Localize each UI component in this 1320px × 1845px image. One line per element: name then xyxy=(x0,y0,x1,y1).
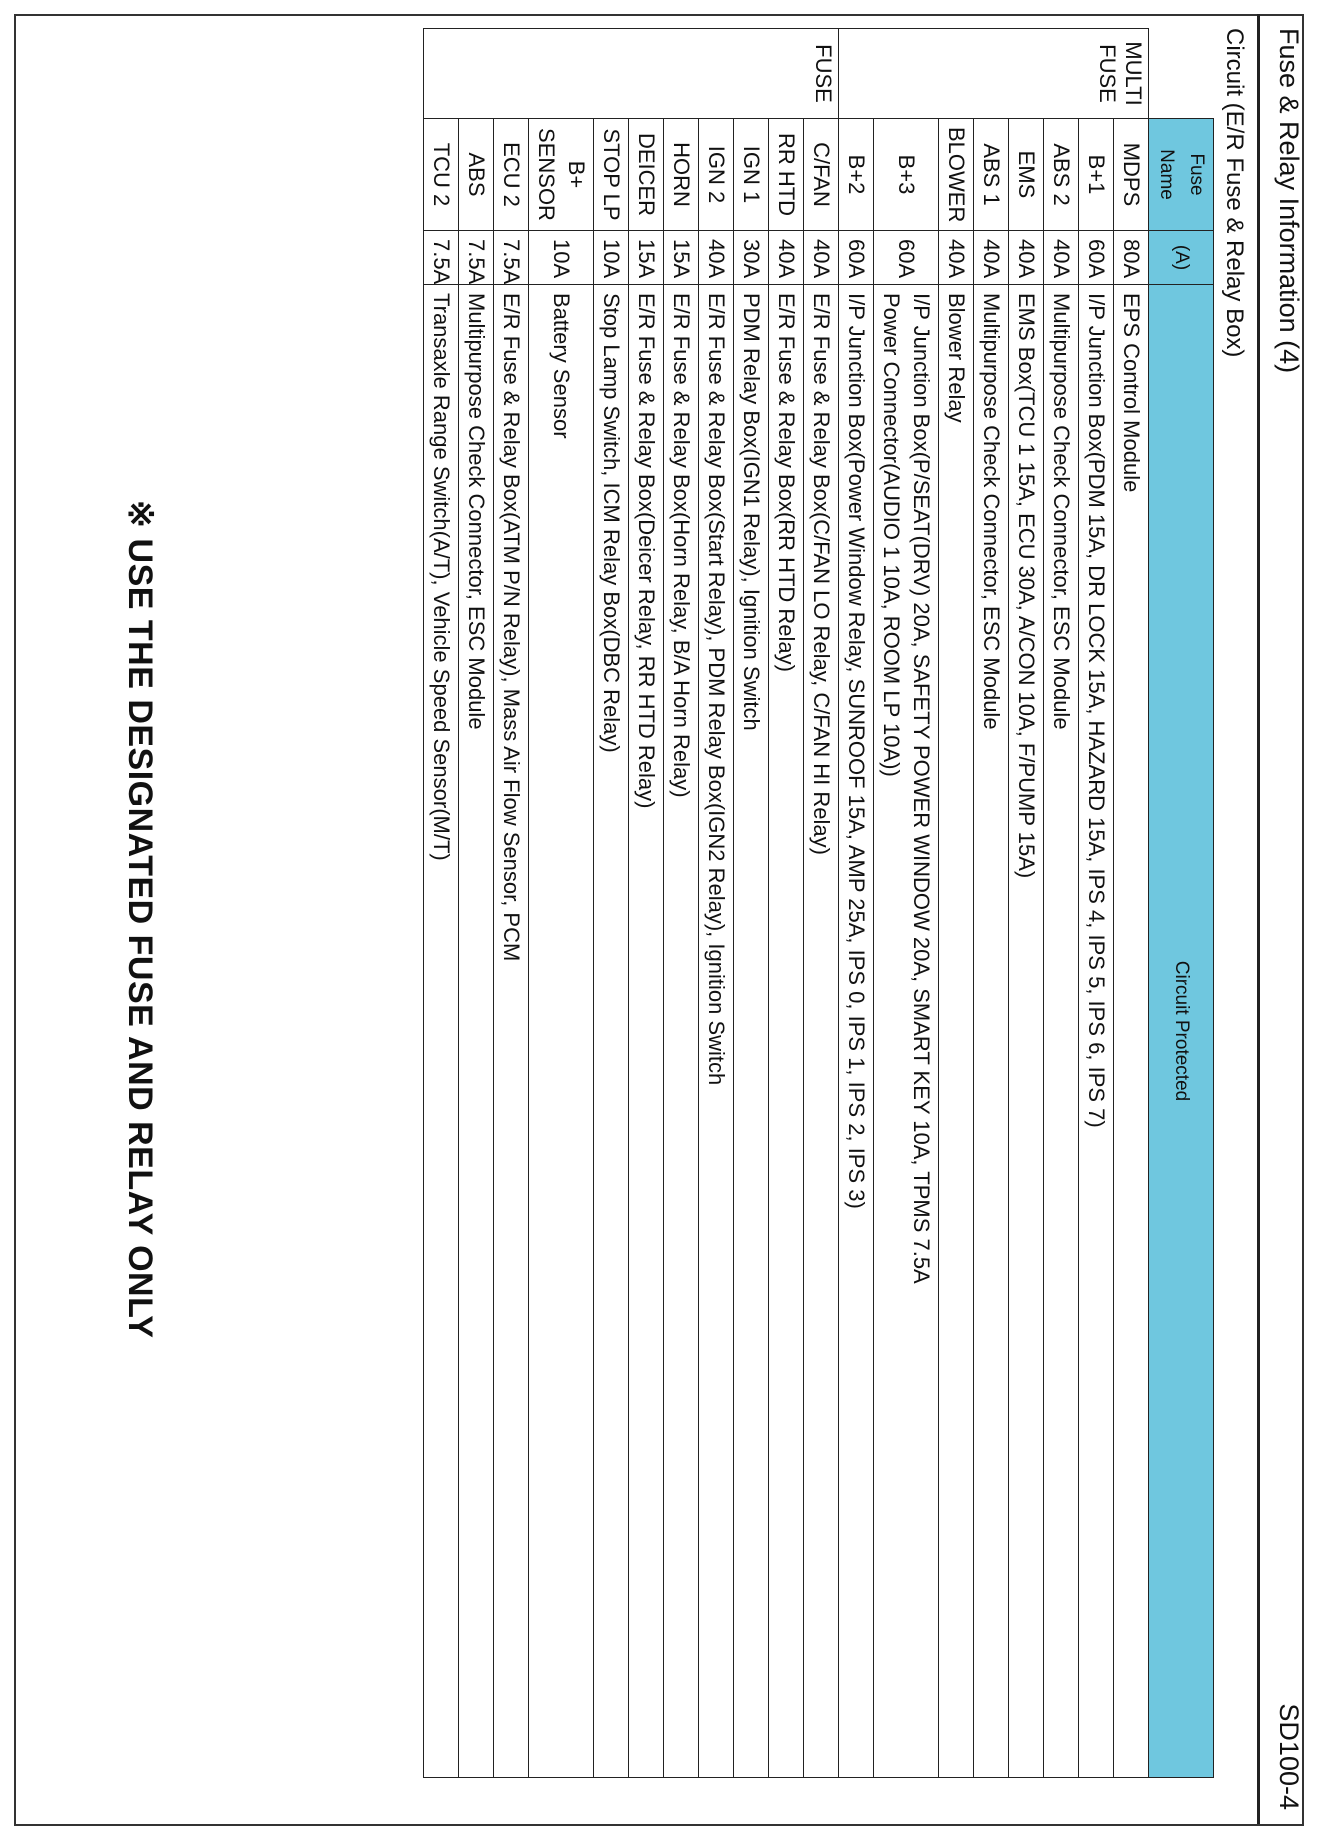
fuse-amperage-cell: 40A xyxy=(804,231,839,285)
fuse-name-cell: DEICER xyxy=(629,119,664,231)
table-row xyxy=(804,29,839,1778)
table-header-row xyxy=(1149,29,1214,1778)
table-row xyxy=(1044,29,1079,1778)
header-fuse-name: Fuse Name xyxy=(1149,119,1214,231)
fuse-amperage-cell: 40A xyxy=(769,231,804,285)
circuit-line: E/R Fuse & Relay Box(Deicer Relay, RR HTD Relay) xyxy=(634,293,659,809)
title-divider xyxy=(1257,14,1260,1824)
fuse-amperage-cell: 40A xyxy=(974,231,1009,285)
fuse-amperage-cell: 60A xyxy=(874,231,939,285)
table-row xyxy=(974,29,1009,1778)
table-row xyxy=(1079,29,1114,1778)
table-row xyxy=(1114,29,1149,1778)
fuse-amperage-cell: 40A xyxy=(1009,231,1044,285)
circuit-protected-cell xyxy=(459,285,494,1778)
table-row xyxy=(629,29,664,1778)
header-circuit-protected: Circuit Protected xyxy=(1149,285,1214,1778)
circuit-protected-cell xyxy=(804,285,839,1778)
fuse-name-cell: BLOWER xyxy=(939,119,974,231)
circuit-line: Multipurpose Check Connector, ESC Module xyxy=(1049,293,1074,730)
warning-note: ※ USE THE DESIGNATED FUSE AND RELAY ONLY xyxy=(121,499,159,1339)
fuse-name-cell: TCU 2 xyxy=(424,119,459,231)
fuse-table-body xyxy=(424,29,1149,1778)
circuit-protected-cell xyxy=(1114,285,1149,1778)
circuit-protected-cell xyxy=(494,285,529,1778)
fuse-amperage-cell: 40A xyxy=(699,231,734,285)
circuit-protected-cell xyxy=(594,285,629,1778)
circuit-line: E/R Fuse & Relay Box(Horn Relay, B/A Horn Relay) xyxy=(669,293,694,798)
circuit-protected-cell xyxy=(1044,285,1079,1778)
table-row xyxy=(769,29,804,1778)
circuit-protected-cell xyxy=(1009,285,1044,1778)
fuse-amperage-cell: 40A xyxy=(1044,231,1079,285)
circuit-line: Stop Lamp Switch, ICM Relay Box(DBC Relay) xyxy=(599,293,624,753)
circuit-protected-cell xyxy=(839,285,874,1778)
fuse-amperage-cell: 10A xyxy=(594,231,629,285)
circuit-line: E/R Fuse & Relay Box(ATM P/N Relay), Mass Air Flow Sensor, PCM xyxy=(499,293,524,962)
fuse-name-cell: B+1 xyxy=(1079,119,1114,231)
fuse-table xyxy=(423,28,1214,1778)
fuse-amperage-cell: 7.5A xyxy=(424,231,459,285)
fuse-amperage-cell: 40A xyxy=(939,231,974,285)
fuse-amperage-cell: 15A xyxy=(664,231,699,285)
fuse-name-cell: B+ SENSOR xyxy=(529,119,594,231)
fuse-name-cell: STOP LP xyxy=(594,119,629,231)
table-row xyxy=(874,29,939,1778)
circuit-line: PDM Relay Box(IGN1 Relay), Ignition Switch xyxy=(739,293,764,731)
fuse-name-cell: ABS xyxy=(459,119,494,231)
fuse-name-cell: ABS 2 xyxy=(1044,119,1079,231)
table-row xyxy=(459,29,494,1778)
circuit-line: E/R Fuse & Relay Box(RR HTD Relay) xyxy=(774,293,799,672)
fuse-amperage-cell: 80A xyxy=(1114,231,1149,285)
circuit-protected-cell xyxy=(939,285,974,1778)
fuse-name-cell: B+3 xyxy=(874,119,939,231)
fuse-amperage-cell: 7.5A xyxy=(494,231,529,285)
fuse-name-cell: MDPS xyxy=(1114,119,1149,231)
fuse-amperage-cell: 30A xyxy=(734,231,769,285)
rotated-page xyxy=(14,14,1310,1824)
fuse-amperage-cell: 15A xyxy=(629,231,664,285)
circuit-protected-cell xyxy=(874,285,939,1778)
table-row xyxy=(594,29,629,1778)
circuit-protected-cell xyxy=(424,285,459,1778)
document-title: Fuse & Relay Information (4) xyxy=(1274,28,1304,374)
fuse-name-cell: B+2 xyxy=(839,119,874,231)
fuse-name-cell: IGN 2 xyxy=(699,119,734,231)
fuse-category: FUSE xyxy=(424,29,839,119)
fuse-amperage-cell: 7.5A xyxy=(459,231,494,285)
circuit-protected-cell xyxy=(734,285,769,1778)
table-row xyxy=(1009,29,1044,1778)
fuse-name-cell: ECU 2 xyxy=(494,119,529,231)
table-row xyxy=(734,29,769,1778)
circuit-line: E/R Fuse & Relay Box(C/FAN LO Relay, C/FAN HI Relay) xyxy=(809,293,834,855)
circuit-line: Power Connector(AUDIO 1 10A, ROOM LP 10A)) xyxy=(879,293,904,777)
circuit-protected-cell xyxy=(1079,285,1114,1778)
fuse-name-cell: ABS 1 xyxy=(974,119,1009,231)
table-row xyxy=(529,29,594,1778)
fuse-amperage-cell: 60A xyxy=(1079,231,1114,285)
circuit-line: I/P Junction Box(P/SEAT(DRV) 20A, SAFETY POWER WINDOW 20A, SMART KEY 10A, TPMS 7.5A xyxy=(909,293,934,1284)
document-code: SD100-4 xyxy=(1274,1703,1304,1810)
header-amperage: (A) xyxy=(1149,231,1214,285)
circuit-protected-cell xyxy=(664,285,699,1778)
circuit-line: Battery Sensor xyxy=(549,293,574,439)
circuit-line: Multipurpose Check Connector, ESC Module xyxy=(464,293,489,730)
circuit-line: E/R Fuse & Relay Box(Start Relay), PDM Relay Box(IGN2 Relay), Ignition Switch xyxy=(704,293,729,1086)
table-row xyxy=(939,29,974,1778)
header-category xyxy=(1149,29,1214,119)
fuse-category: MULTI FUSE xyxy=(839,29,1149,119)
fuse-name-cell: EMS xyxy=(1009,119,1044,231)
circuit-line: Multipurpose Check Connector, ESC Module xyxy=(979,293,1004,730)
circuit-protected-cell xyxy=(769,285,804,1778)
circuit-line: I/P Junction Box(PDM 15A, DR LOCK 15A, HAZARD 15A, IPS 4, IPS 5, IPS 6, IPS 7) xyxy=(1084,293,1109,1128)
table-row xyxy=(664,29,699,1778)
section-label: Circuit (E/R Fuse & Relay Box) xyxy=(1221,28,1248,358)
fuse-name-cell: HORN xyxy=(664,119,699,231)
circuit-line: EPS Control Module xyxy=(1119,293,1144,493)
circuit-line: EMS Box(TCU 1 15A, ECU 30A, A/CON 10A, F/PUMP 15A) xyxy=(1014,293,1039,879)
fuse-name-cell: C/FAN xyxy=(804,119,839,231)
circuit-protected-cell xyxy=(629,285,664,1778)
circuit-protected-cell xyxy=(974,285,1009,1778)
fuse-amperage-cell: 60A xyxy=(839,231,874,285)
circuit-line: I/P Junction Box(Power Window Relay, SUNROOF 15A, AMP 25A, IPS 0, IPS 1, IPS 2, IPS 3) xyxy=(844,293,869,1209)
circuit-line: Blower Relay xyxy=(944,293,969,423)
table-row xyxy=(494,29,529,1778)
fuse-name-cell: RR HTD xyxy=(769,119,804,231)
fuse-name-cell: IGN 1 xyxy=(734,119,769,231)
fuse-amperage-cell: 10A xyxy=(529,231,594,285)
circuit-protected-cell xyxy=(699,285,734,1778)
table-row xyxy=(839,29,874,1778)
table-row xyxy=(699,29,734,1778)
circuit-line: Transaxle Range Switch(A/T), Vehicle Speed Sensor(M/T) xyxy=(429,293,454,861)
circuit-protected-cell xyxy=(529,285,594,1778)
table-row xyxy=(424,29,459,1778)
